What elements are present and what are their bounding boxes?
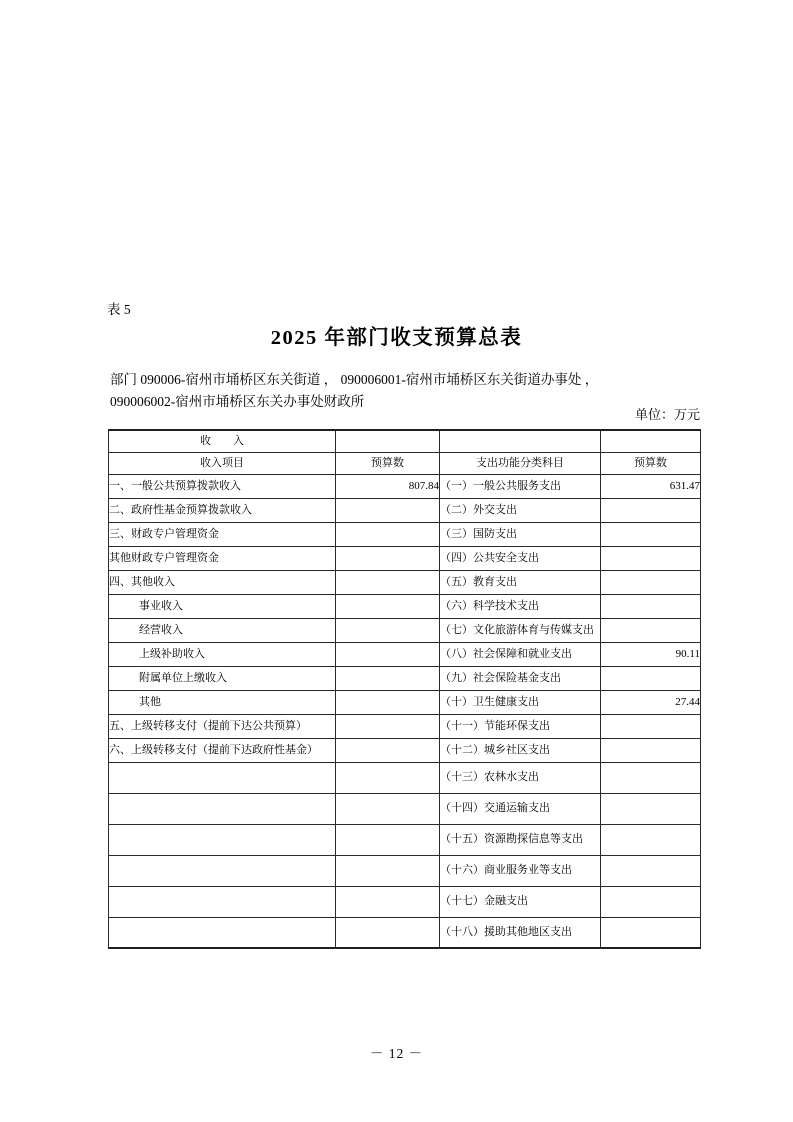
expense-budget-cell <box>601 762 701 793</box>
income-item-cell <box>109 793 336 824</box>
income-item-cell <box>109 855 336 886</box>
income-item-cell <box>109 917 336 948</box>
expense-item-cell: （十一）节能环保支出 <box>440 714 601 738</box>
page-title: 2025 年部门收支预算总表 <box>270 327 523 349</box>
expense-budget-cell <box>601 594 701 618</box>
income-section-header-row <box>109 430 701 452</box>
income-budget-cell <box>336 594 440 618</box>
expense-budget-cell <box>601 855 701 886</box>
expense-item-cell: （一）一般公共服务支出 <box>440 474 601 498</box>
empty-cell <box>601 430 701 452</box>
expense-item-cell: （十八）援助其他地区支出 <box>440 917 601 948</box>
expense-item-cell: （十三）农林水支出 <box>440 762 601 793</box>
expense-item-cell: （八）社会保障和就业支出 <box>440 642 601 666</box>
income-item-cell: 事业收入 <box>109 594 336 618</box>
expense-item-cell: （五）教育支出 <box>440 570 601 594</box>
table-row <box>109 714 701 738</box>
table-row <box>109 666 701 690</box>
department-line2: 090006002-宿州市埇桥区东关办事处财政所 <box>110 394 365 409</box>
income-item-cell: 五、上级转移支付（提前下达公共预算） <box>109 714 336 738</box>
expense-item-cell: （九）社会保险基金支出 <box>440 666 601 690</box>
income-budget-cell <box>336 690 440 714</box>
column-header-row <box>109 452 701 474</box>
income-budget-cell <box>336 738 440 762</box>
expense-item-cell: （三）国防支出 <box>440 522 601 546</box>
income-budget-header: 预算数 <box>336 452 440 474</box>
expense-budget-cell: 90.11 <box>601 642 701 666</box>
table-row <box>109 618 701 642</box>
expense-budget-cell <box>601 570 701 594</box>
department-info <box>110 369 696 413</box>
expense-item-cell: （二）外交支出 <box>440 498 601 522</box>
expense-budget-cell <box>601 917 701 948</box>
income-budget-cell <box>336 498 440 522</box>
income-item-cell: 三、财政专户管理资金 <box>109 522 336 546</box>
income-budget-cell <box>336 762 440 793</box>
income-budget-cell <box>336 546 440 570</box>
empty-cell <box>440 430 601 452</box>
table-row <box>109 522 701 546</box>
expense-budget-cell <box>601 522 701 546</box>
expense-budget-cell: 631.47 <box>601 474 701 498</box>
expense-item-cell: （七）文化旅游体育与传媒支出 <box>440 618 601 642</box>
table-row <box>109 886 701 917</box>
table-row <box>109 762 701 793</box>
income-budget-cell <box>336 855 440 886</box>
expense-item-cell: （十六）商业服务业等支出 <box>440 855 601 886</box>
income-budget-cell <box>336 666 440 690</box>
budget-table <box>108 429 701 949</box>
income-item-cell: 六、上级转移支付（提前下达政府性基金） <box>109 738 336 762</box>
income-budget-cell <box>336 570 440 594</box>
income-item-cell: 附属单位上缴收入 <box>109 666 336 690</box>
income-item-cell: 上级补助收入 <box>109 642 336 666</box>
expense-budget-cell <box>601 666 701 690</box>
income-item-cell: 经营收入 <box>109 618 336 642</box>
income-budget-cell <box>336 714 440 738</box>
empty-cell <box>336 430 440 452</box>
income-item-cell: 二、政府性基金预算拨款收入 <box>109 498 336 522</box>
page-number: － 12 － <box>369 1046 424 1061</box>
table-row <box>109 824 701 855</box>
table-row <box>109 738 701 762</box>
table-label: 表 5 <box>107 302 131 317</box>
table-row <box>109 570 701 594</box>
income-item-cell: 其他财政专户管理资金 <box>109 546 336 570</box>
expense-item-cell: （十七）金融支出 <box>440 886 601 917</box>
expense-item-cell: （十二）城乡社区支出 <box>440 738 601 762</box>
table-row <box>109 690 701 714</box>
table-row <box>109 917 701 948</box>
expense-item-cell: （十五）资源勘探信息等支出 <box>440 824 601 855</box>
income-item-cell <box>109 824 336 855</box>
expense-budget-cell <box>601 714 701 738</box>
table-row <box>109 546 701 570</box>
table-row <box>109 498 701 522</box>
income-budget-cell <box>336 642 440 666</box>
expense-budget-cell <box>601 618 701 642</box>
expense-budget-cell <box>601 498 701 522</box>
income-budget-cell <box>336 793 440 824</box>
table-row <box>109 642 701 666</box>
expense-budget-cell <box>601 886 701 917</box>
expense-item-cell: （四）公共安全支出 <box>440 546 601 570</box>
income-budget-cell <box>336 886 440 917</box>
unit-label: 单位：万元 <box>634 407 700 422</box>
income-item-cell <box>109 886 336 917</box>
department-line1: 部门 090006-宿州市埇桥区东关街道 ， 090006001-宿州市埇桥区东关街道办事处 ， <box>110 372 599 387</box>
income-item-cell: 其他 <box>109 690 336 714</box>
table-row <box>109 474 701 498</box>
expense-budget-cell: 27.44 <box>601 690 701 714</box>
income-budget-cell: 807.84 <box>336 474 440 498</box>
income-budget-cell <box>336 917 440 948</box>
expense-budget-header: 预算数 <box>601 452 701 474</box>
expense-item-cell: （六）科学技术支出 <box>440 594 601 618</box>
table-row <box>109 594 701 618</box>
income-budget-cell <box>336 618 440 642</box>
income-item-cell <box>109 762 336 793</box>
income-item-cell: 一、一般公共预算拨款收入 <box>109 474 336 498</box>
income-item-header: 收入项目 <box>109 452 336 474</box>
expense-item-cell: （十四）交通运输支出 <box>440 793 601 824</box>
expense-category-header: 支出功能分类科目 <box>440 452 601 474</box>
table-row <box>109 855 701 886</box>
expense-budget-cell <box>601 824 701 855</box>
expense-budget-cell <box>601 738 701 762</box>
income-budget-cell <box>336 522 440 546</box>
expense-budget-cell <box>601 793 701 824</box>
table-row <box>109 793 701 824</box>
expense-item-cell: （十）卫生健康支出 <box>440 690 601 714</box>
income-budget-cell <box>336 824 440 855</box>
income-item-cell: 四、其他收入 <box>109 570 336 594</box>
income-section-header-cell: 收 入 <box>109 430 336 452</box>
expense-budget-cell <box>601 546 701 570</box>
